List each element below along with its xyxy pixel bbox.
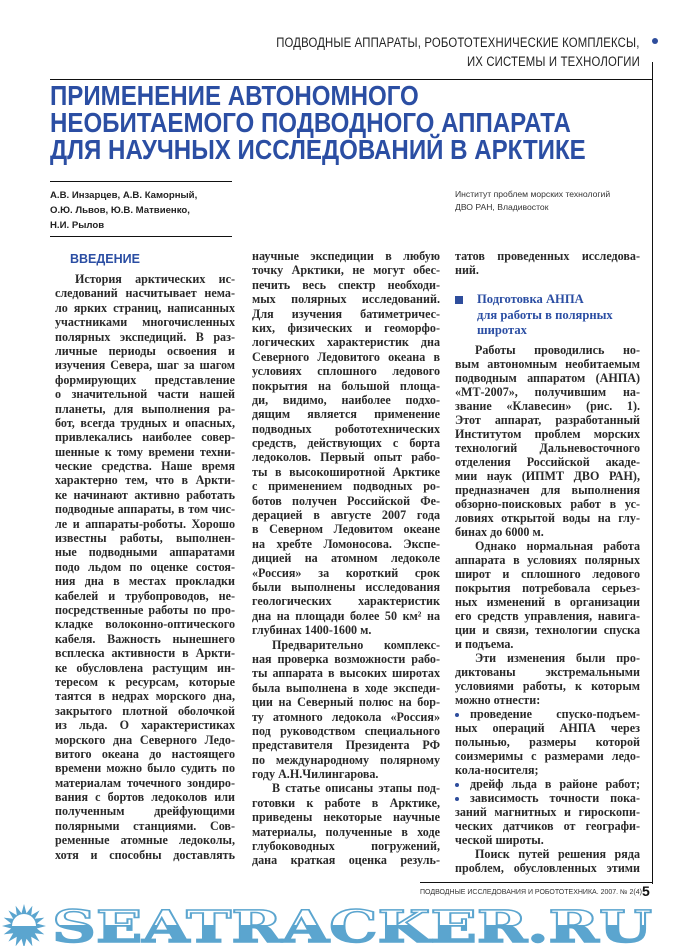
text-line: личные периоды освоения и xyxy=(55,343,235,358)
heading-line: Подготовка АНПА xyxy=(477,292,584,306)
text-line: дицией на атомном ледоколе xyxy=(252,551,440,566)
text-line: диктованы экстремальными xyxy=(455,665,640,679)
authors-top-rule xyxy=(50,181,232,182)
text-line: ло ярких страниц, написанных xyxy=(55,300,235,315)
text-line: кладке волоконно-оптического xyxy=(55,617,235,632)
text-line: из льда. О характеристиках xyxy=(55,718,235,733)
text-column-1 xyxy=(55,272,235,862)
affiliation-line: Институт проблем морских технологий xyxy=(455,189,611,199)
title-line: ДЛЯ НАУЧНЫХ ИССЛЕДОВАНИЙ В АРКТИКЕ xyxy=(50,134,586,165)
text-line: можно отнести: xyxy=(455,693,541,707)
text-line: покрытия на большой площа- xyxy=(252,378,440,393)
text-line: полярными станциями. Сов- xyxy=(55,818,235,833)
text-line: планеты, для выполнения ра- xyxy=(55,401,235,416)
text-line: Предварительно комплекс- xyxy=(272,637,440,652)
text-line: предназначен для выполнения xyxy=(455,483,640,497)
text-line: дана краткая оценка резуль- xyxy=(252,853,440,868)
text-line: ческих датчиков от географи- xyxy=(455,819,640,833)
text-line: ди, видимо, наиболее подхо- xyxy=(252,392,440,407)
text-line: ледоколов. Первый опыт рабо- xyxy=(252,450,440,465)
text-line: Для изучения батиметричес- xyxy=(252,306,440,321)
text-line: о значительной части нашей xyxy=(55,387,235,402)
watermark-logo xyxy=(0,900,685,946)
text-line: ные подводными аппаратами xyxy=(55,545,235,560)
text-line: на хребте Ломоносова. Экспе- xyxy=(252,536,440,551)
text-line: ния дна в местах прокладки xyxy=(55,574,235,589)
text-line: условиями работы, к которым xyxy=(455,679,640,693)
text-line: условиях сплошного ледового xyxy=(252,364,440,379)
text-line: году А.Н.Чилингарова. xyxy=(252,767,379,782)
authors xyxy=(50,188,197,233)
text-line: материалам точечного зондиро- xyxy=(55,775,235,790)
watermark-text: SEATRACKER.RU xyxy=(52,902,652,946)
text-line: проблем, обусловленных этими xyxy=(455,861,640,875)
text-line: и подъема. xyxy=(455,637,514,651)
title-line: НЕОБИТАЕМОГО ПОДВОДНОГО АППАРАТА xyxy=(50,107,571,138)
text-line: ле и аппараты-роботы. Хорошо xyxy=(55,516,235,531)
text-line: Поиск путей решения ряда xyxy=(475,847,640,861)
text-line: дящим является применение xyxy=(252,407,440,422)
text-line: витого океана до настоящего xyxy=(55,746,235,761)
text-line: логических характеристик дна xyxy=(252,335,440,350)
section-heading-intro: ВВЕДЕНИЕ xyxy=(70,252,140,266)
authors-line: О.Ю. Львов, Ю.В. Матвиенко, xyxy=(50,205,190,216)
text-line: полярных экспедиций. В раз- xyxy=(55,329,235,344)
text-line: с применением подводных ро- xyxy=(252,479,440,494)
text-line: представителя Президента РФ xyxy=(252,738,440,753)
text-line: была выполнена в ходе экспеди- xyxy=(252,680,440,695)
text-line: ловиях открытой воды на глу- xyxy=(455,511,640,525)
text-line: ке начинают активно работать xyxy=(55,487,235,502)
text-line: научные экспедиции в любую xyxy=(252,249,440,263)
text-line: полученным дрейфующими xyxy=(55,804,235,819)
text-line: бинах до 6000 м. xyxy=(455,525,544,539)
text-line: Однако нормальная работа xyxy=(475,539,640,553)
footer-rule xyxy=(420,882,653,883)
sun-logo-icon xyxy=(2,904,46,946)
text-line: Институтом проблем морских xyxy=(455,427,640,441)
text-line: широт и сплошного ледового xyxy=(455,567,640,581)
bullet-item-line: зависимость точности пока- xyxy=(455,791,640,805)
text-line: Этот аппарат, разработанный xyxy=(455,413,640,427)
heading-line: широтах xyxy=(477,323,527,337)
text-line: ных операций АНПА через xyxy=(455,721,640,735)
journal-footer: ПОДВОДНЫЕ ИССЛЕДОВАНИЯ И РОБОТОТЕХНИКА. 2007. № 2(4) xyxy=(420,889,642,896)
running-header-line2: ИХ СИСТЕМЫ И ТЕХНОЛОГИИ xyxy=(467,54,640,69)
text-line: ботов получен Российской Фе- xyxy=(252,493,440,508)
text-line: мых полярных исследований. xyxy=(252,292,440,307)
text-line: ная проверка возможности рабо- xyxy=(252,651,440,666)
text-line: ты в высокоширотной Арктике xyxy=(252,464,440,479)
text-line: приведены некоторые научные xyxy=(252,810,440,825)
text-line: звание «Клавесин» (рис. 1). xyxy=(455,399,640,413)
text-line: посредственные работы по про- xyxy=(55,602,235,617)
text-line: кола-носителя; xyxy=(455,763,539,777)
text-line: мии наук (ИПМТ ДВО РАН), xyxy=(455,469,640,483)
text-line: печить весь спектр необходи- xyxy=(252,277,440,292)
text-line: аппарата в условиях полярных xyxy=(455,553,640,567)
text-line: ции и связи, технологии спуска xyxy=(455,623,640,637)
running-header-line1: ПОДВОДНЫЕ АППАРАТЫ, РОБОТОТЕХНИЧЕСКИЕ КОМПЛЕКСЫ, xyxy=(276,35,640,50)
text-line: хотя и способны доставлять xyxy=(55,847,235,862)
text-line: закрытого плотной оболочкой xyxy=(55,703,235,718)
text-line: «Россия» за короткий срок xyxy=(252,565,440,580)
text-line: его средств управления, навига- xyxy=(455,609,640,623)
text-line: по международному полярному xyxy=(252,752,440,767)
text-line: ческие средства. Наше время xyxy=(55,459,235,474)
text-line: Работы проводились но- xyxy=(475,343,640,357)
text-line: известны работы, выполнен- xyxy=(55,531,235,546)
text-line: глубинах 1400-1600 м. xyxy=(252,623,372,638)
text-line: точку Арктики, не могут обес- xyxy=(252,263,440,278)
text-line: обзорно-поисковых работ в ус- xyxy=(455,497,640,511)
heading-line: для работы в полярных xyxy=(477,307,613,322)
authors-line: Н.И. Рылов xyxy=(50,220,105,231)
text-line: «МТ-2007», получившим на- xyxy=(455,385,640,399)
affiliation-line: ДВО РАН, Владивосток xyxy=(455,202,549,212)
text-column-2 xyxy=(252,249,440,868)
text-line: геологических характеристик xyxy=(252,594,440,609)
text-line: ты аппарата в высоких широтах xyxy=(252,666,440,681)
bullet-item-line: дрейф льда в районе работ; xyxy=(455,777,640,791)
text-line: участниками многочисленных xyxy=(55,315,235,330)
text-line: дерацией в августе 2007 года xyxy=(252,508,440,523)
text-line: подводные аппараты, в том чис- xyxy=(55,502,235,517)
text-line: всплеска активности в Аркти- xyxy=(55,646,235,661)
text-line: ческой широты. xyxy=(455,833,544,847)
text-line: подводным аппаратом (АНПА) xyxy=(455,371,640,385)
affiliation xyxy=(455,188,610,214)
text-column-3-body xyxy=(455,343,640,875)
text-line: ных изменений в организации xyxy=(455,595,640,609)
text-line: Эти изменения были про- xyxy=(475,651,640,665)
text-line: морского дна Северного Ледо- xyxy=(55,732,235,747)
text-line: бот, всегда трудных и опасных, xyxy=(55,415,235,430)
text-line: под руководством специального xyxy=(252,723,440,738)
section-heading-prep xyxy=(455,292,613,339)
right-margin-rule xyxy=(652,62,653,884)
text-line: полынью, размеры которой xyxy=(455,735,640,749)
text-line: готовки к работе в Арктике, xyxy=(252,795,440,810)
text-line: изучения Севера, шаг за шагом xyxy=(55,358,235,373)
text-line: таятся в недрах морского дна, xyxy=(55,689,235,704)
text-line: времени можно было судить по xyxy=(55,761,235,776)
text-line: ний. xyxy=(455,263,479,278)
text-line: татов проведенных исследова- xyxy=(455,249,640,263)
authors-line: А.В. Инзарцев, А.В. Каморный, xyxy=(50,190,198,201)
text-line: вым автономным необитаемым xyxy=(455,357,640,371)
text-line: ких, физических и геоморфо- xyxy=(252,320,440,335)
square-bullet-icon xyxy=(455,296,463,304)
text-line: История арктических ис- xyxy=(75,272,235,286)
text-line: материалы, полученные в ходе xyxy=(252,824,440,839)
article-title xyxy=(50,82,586,163)
text-line: ременные атомные ледоколы, xyxy=(55,833,235,848)
text-line: вания с бортов ледоколов или xyxy=(55,790,235,805)
text-line: глубоководных погружений, xyxy=(252,839,440,854)
text-line: кабелей и трубопроводов, не- xyxy=(55,588,235,603)
text-line: отделения Российской акаде- xyxy=(455,455,640,469)
text-line: ту атомного ледокола «Россия» xyxy=(252,709,440,724)
text-line: средств, действующих с борта xyxy=(252,436,440,451)
header-bullet-icon xyxy=(652,38,658,44)
page-number: 5 xyxy=(642,883,650,899)
text-line: Северного Ледовитого океана в xyxy=(252,349,440,364)
title-line: ПРИМЕНЕНИЕ АВТОНОМНОГО xyxy=(50,80,419,111)
text-line: в Северном Ледовитом океане xyxy=(252,522,440,537)
text-line: тересом к ресурсам, которые xyxy=(55,674,235,689)
text-column-3 xyxy=(455,249,640,278)
text-line: соизмеримы с размерами ледо- xyxy=(455,749,640,763)
text-line: покрытия потребовала серьез- xyxy=(455,581,640,595)
text-line: следований насчитывает нема- xyxy=(55,286,235,301)
text-line: В статье описаны этапы под- xyxy=(272,781,440,796)
text-line: ции на Северный полюс на бор- xyxy=(252,695,440,710)
text-line: характерно тем, что в Аркти- xyxy=(55,473,235,488)
text-line: шенные к тому времени техни- xyxy=(55,444,235,459)
text-line: кабеля. Важность нынешнего xyxy=(55,631,235,646)
text-line: формирующих представление xyxy=(55,372,235,387)
authors-bottom-rule xyxy=(50,236,232,237)
bullet-item-line: проведение спуско-подъем- xyxy=(455,707,640,721)
text-line: были выполнены исследования xyxy=(252,579,440,594)
text-line: подводных робототехнических xyxy=(252,421,440,436)
text-line: ке обусловлена растущим ин- xyxy=(55,660,235,675)
text-line: дна на площади более 50 км² на xyxy=(252,608,440,623)
text-line: заний магнитных и гироскопи- xyxy=(455,805,640,819)
text-line: технологий Дальневосточного xyxy=(455,441,640,455)
text-line: подо льдом по оценке состоя- xyxy=(55,559,235,574)
text-line: привлекались наиболее совер- xyxy=(55,430,235,445)
